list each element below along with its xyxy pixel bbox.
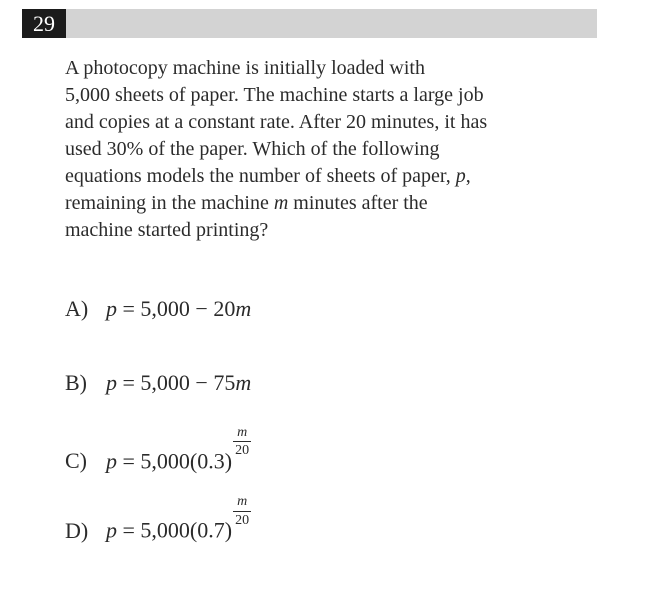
variable-m: m	[235, 370, 252, 395]
question-number: 29	[33, 10, 55, 36]
question-segment: ,	[465, 165, 471, 187]
question-segment: and copies at a constant rate. After 20 minutes, it has	[65, 111, 488, 133]
header-bar	[66, 9, 597, 38]
choice-b[interactable]	[65, 370, 654, 396]
question-text	[65, 55, 605, 244]
variable-p: p	[106, 370, 117, 395]
fraction-denominator: 20	[235, 512, 250, 528]
answer-choices	[65, 296, 654, 544]
question-line	[65, 109, 605, 136]
variable-p: p	[106, 448, 117, 474]
choice-a-equation	[106, 296, 251, 322]
variable-p: p	[106, 296, 117, 321]
question-segment: equations models the number of sheets of paper,	[65, 165, 456, 187]
equation-body: = 5,000 − 75	[117, 370, 236, 395]
choice-c-label: C)	[65, 448, 87, 474]
equation-body: = 5,000(0.7)	[117, 517, 233, 543]
fraction-numerator: m	[233, 425, 251, 442]
question-segment: machine started printing?	[65, 219, 269, 241]
equation-body: = 5,000 − 20	[117, 296, 236, 321]
choice-c-equation	[106, 425, 251, 474]
variable-m: m	[235, 296, 252, 321]
choice-d-equation	[106, 494, 251, 543]
question-number-box	[22, 9, 66, 38]
fraction-denominator: 20	[235, 443, 250, 459]
choice-a[interactable]	[65, 296, 654, 322]
question-segment: remaining in the machine	[65, 192, 274, 214]
question-line	[65, 217, 605, 244]
exponent-fraction	[233, 425, 251, 459]
variable-m: m	[273, 192, 289, 214]
question-segment: A photocopy machine is initially loaded with	[65, 57, 425, 79]
choice-c[interactable]	[65, 425, 654, 474]
question-line	[65, 190, 605, 217]
question-segment: 5,000 sheets of paper. The machine starts a large job	[65, 84, 484, 106]
choice-a-label: A)	[65, 296, 89, 321]
question-segment: minutes after the	[288, 192, 428, 214]
equation-body: = 5,000(0.3)	[117, 448, 233, 474]
choice-b-label: B)	[65, 370, 87, 395]
question-header	[22, 9, 597, 38]
question-line	[65, 55, 605, 82]
variable-p: p	[455, 165, 466, 187]
question-line	[65, 163, 605, 190]
fraction-numerator: m	[233, 494, 251, 511]
choice-b-equation	[106, 370, 251, 396]
question-segment: used 30% of the paper. Which of the following	[65, 138, 440, 160]
choice-d-label: D)	[65, 517, 89, 543]
variable-p: p	[106, 517, 117, 543]
question-line	[65, 82, 605, 109]
exponent-fraction	[233, 494, 251, 528]
choice-d[interactable]	[65, 494, 654, 543]
question-line	[65, 136, 605, 163]
